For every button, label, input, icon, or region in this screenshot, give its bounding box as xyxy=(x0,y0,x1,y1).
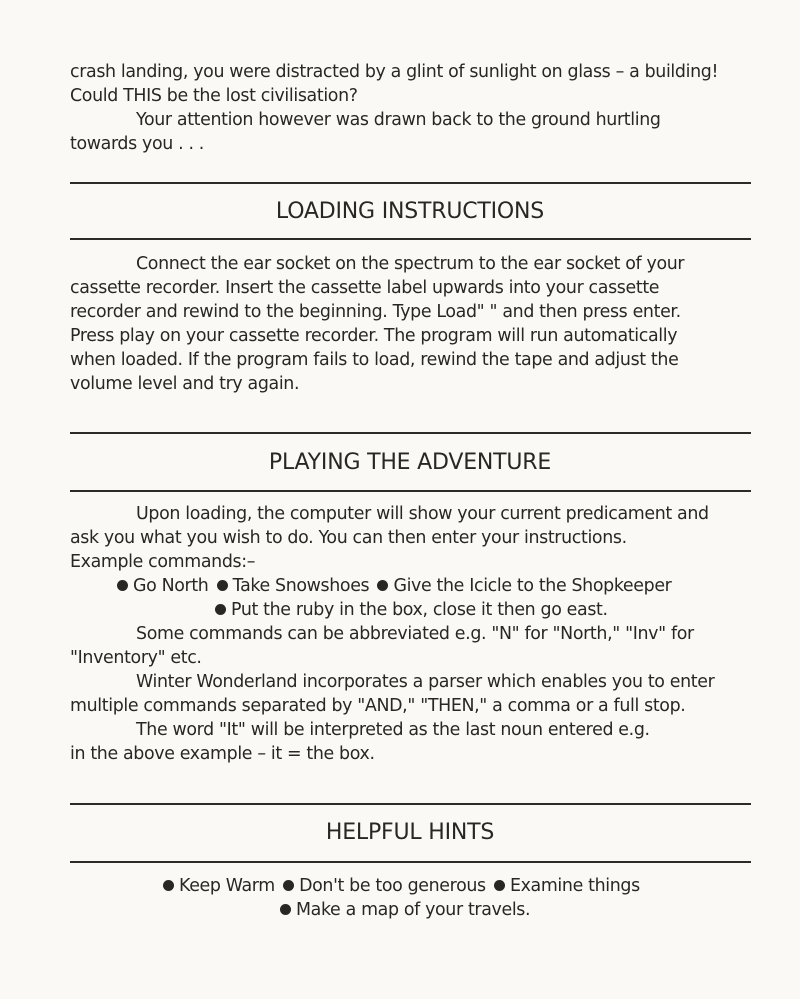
bullet-icon xyxy=(377,580,388,591)
bullet-icon xyxy=(117,580,128,591)
hint-text: Make a map of your travels. xyxy=(296,900,531,920)
bullet-icon xyxy=(215,604,226,615)
intro-line-2: Could THIS be the lost civilisation? xyxy=(70,86,358,106)
bullet-icon xyxy=(494,880,505,891)
loading-line-4: Press play on your cassette recorder. The program will run automatically xyxy=(70,326,678,346)
example-command xyxy=(117,576,208,596)
hint-text: Keep Warm xyxy=(179,876,275,896)
example-commands-row-1 xyxy=(117,574,800,598)
playing-line-5: "Inventory" etc. xyxy=(70,648,202,668)
loading-line-3: recorder and rewind to the beginning. Type Load" " and then press enter. xyxy=(70,302,681,322)
loading-heading: LOADING INSTRUCTIONS xyxy=(275,199,545,224)
divider-loading-top xyxy=(70,182,751,184)
divider-loading-bottom xyxy=(70,238,751,240)
bullet-icon xyxy=(163,880,174,891)
hint-item xyxy=(280,900,530,920)
example-command xyxy=(377,576,671,596)
command-text: Take Snowshoes xyxy=(232,576,370,596)
command-text: Give the Icicle to the Shopkeeper xyxy=(393,576,672,596)
command-text: Put the ruby in the box, close it then go east. xyxy=(231,600,608,620)
hint-text: Don't be too generous xyxy=(299,876,486,896)
divider-playing-bottom xyxy=(70,490,751,492)
hint-text: Examine things xyxy=(509,876,640,896)
loading-line-5: when loaded. If the program fails to load, rewind the tape and adjust the xyxy=(70,350,679,370)
divider-playing-top xyxy=(70,432,751,434)
playing-line-2: ask you what you wish to do. You can then enter your instructions. xyxy=(70,528,627,548)
hint-item xyxy=(283,876,486,896)
hint-item xyxy=(163,876,275,896)
playing-line-6: Winter Wonderland incorporates a parser which enables you to enter xyxy=(136,672,715,692)
divider-hints-top xyxy=(70,803,751,805)
example-commands-row-2 xyxy=(215,598,800,622)
playing-heading: PLAYING THE ADVENTURE xyxy=(268,450,552,475)
playing-line-4: Some commands can be abbreviated e.g. "N" for "North," "Inv" for xyxy=(136,624,694,644)
loading-line-2: cassette recorder. Insert the cassette label upwards into your cassette xyxy=(70,278,660,298)
loading-line-1: Connect the ear socket on the spectrum to the ear socket of your xyxy=(136,254,685,274)
example-command xyxy=(215,600,608,620)
hint-item xyxy=(494,876,640,896)
intro-line-1: crash landing, you were distracted by a glint of sunlight on glass – a building! xyxy=(70,62,719,82)
hints-heading: HELPFUL HINTS xyxy=(325,820,495,845)
intro-line-4: towards you . . . xyxy=(70,134,204,154)
hints-row-1 xyxy=(163,874,800,898)
command-text: Go North xyxy=(133,576,209,596)
loading-line-6: volume level and try again. xyxy=(70,374,300,394)
divider-hints-bottom xyxy=(70,861,751,863)
playing-line-3: Example commands:– xyxy=(70,552,256,572)
bullet-icon xyxy=(217,580,228,591)
playing-line-8: The word "It" will be interpreted as the last noun entered e.g. xyxy=(136,720,650,740)
intro-line-3: Your attention however was drawn back to the ground hurtling xyxy=(136,110,661,130)
example-command xyxy=(217,576,370,596)
bullet-icon xyxy=(283,880,294,891)
playing-line-1: Upon loading, the computer will show your current predicament and xyxy=(136,504,709,524)
playing-line-7: multiple commands separated by "AND," "THEN," a comma or a full stop. xyxy=(70,696,686,716)
playing-line-9: in the above example – it = the box. xyxy=(70,744,375,764)
bullet-icon xyxy=(280,904,291,915)
hints-row-2 xyxy=(280,898,800,922)
